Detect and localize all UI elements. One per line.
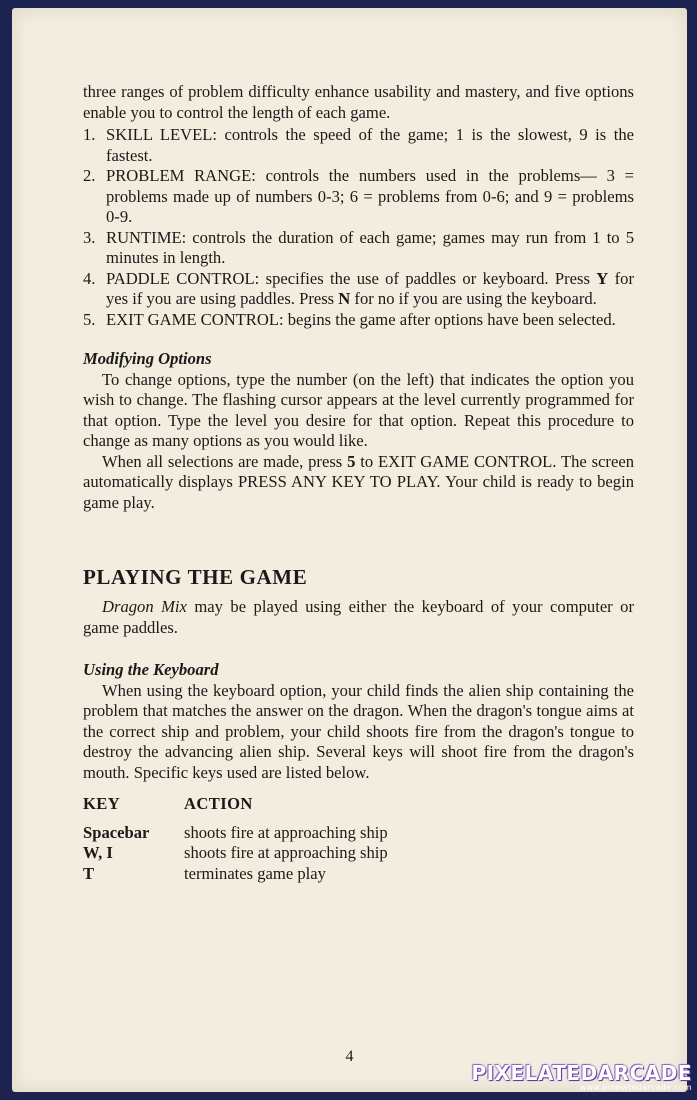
option-text: PADDLE CONTROL: specifies the use of paddles or keyboard. Press Y for yes if you are using paddles. Press N for no if you are using the keyboard. [106,268,634,308]
keyboard-paragraph: When using the keyboard option, your child finds the alien ship containing the problem that matches the answer on the dragon. When the dragon's tongue aims at the correct ship and problem, your child shoots fire from the dragon's tongue to destroy the advancing alien ship. Several keys will shoot fire from the dragon's mouth. Specific keys used are listed below. [83,680,634,782]
table-row [83,823,634,844]
key-cell: T [83,863,95,883]
option-item [83,125,634,166]
option-number: 1. [83,125,96,144]
option-number: 2. [83,166,96,185]
action-cell: shoots fire at approaching ship [184,822,388,842]
option-item [83,228,634,269]
action-column-header: ACTION [184,794,253,813]
key-cell: Spacebar [83,822,150,842]
keyboard-heading: Using the Keyboard [83,660,219,679]
watermark-url: www.pixelatedarcade.com [579,1083,692,1092]
option-number: 5. [83,309,96,329]
intro-paragraph: three ranges of problem difficulty enhance usability and mastery, and five options enable you to control the length of each game. [83,82,634,122]
key-column-header: KEY [83,794,121,813]
section-title: PLAYING THE GAME [83,565,308,589]
options-list [83,125,634,330]
keys-table-header [83,794,634,815]
manual-page [12,8,687,1092]
keys-table [83,823,634,885]
watermark [471,1061,692,1092]
option-item [83,166,634,228]
option-item [83,310,634,331]
action-cell: terminates game play [184,863,326,883]
page-content [83,82,634,884]
playing-intro: Dragon Mix may be played using either the keyboard of your computer or game paddles. [83,597,634,637]
option-text: SKILL LEVEL: controls the speed of the game; 1 is the slowest, 9 is the fastest. [106,125,634,165]
option-number: 3. [83,227,96,247]
action-cell: shoots fire at approaching ship [184,843,388,862]
modifying-options-heading: Modifying Options [83,349,212,368]
option-item [83,269,634,310]
option-text: PROBLEM RANGE: controls the numbers used in the problems— 3 = problems made up of numbers 0-3; 6 = problems from 0-6; and 9 = problems 0-9. [106,166,634,226]
option-number: 4. [83,268,96,288]
table-row [83,864,634,885]
table-row [83,843,634,864]
page-number: 4 [345,1048,354,1065]
key-cell: W, I [83,843,113,862]
game-title: Dragon Mix [102,597,187,616]
option-text: EXIT GAME CONTROL: begins the game after options have been selected. [106,309,616,329]
watermark-logo: PIXELATEDARCADE [471,1061,692,1085]
exit-key: 5 [347,451,356,471]
no-key: N [338,289,351,308]
option-text: RUNTIME: controls the duration of each game; games may run from 1 to 5 minutes in length. [106,227,634,267]
modifying-paragraph-1: To change options, type the number (on the left) that indicates the option you wish to change. The flashing cursor appears at the level currently programmed for that option. Type the level you desire for that option. Repeat this procedure to change as many options as you would like. [83,369,634,450]
modifying-paragraph-2: When all selections are made, press 5 to EXIT GAME CONTROL. The screen automatically displays PRESS ANY KEY TO PLAY. Your child is ready to begin game play. [83,451,634,512]
yes-key: Y [596,268,609,288]
